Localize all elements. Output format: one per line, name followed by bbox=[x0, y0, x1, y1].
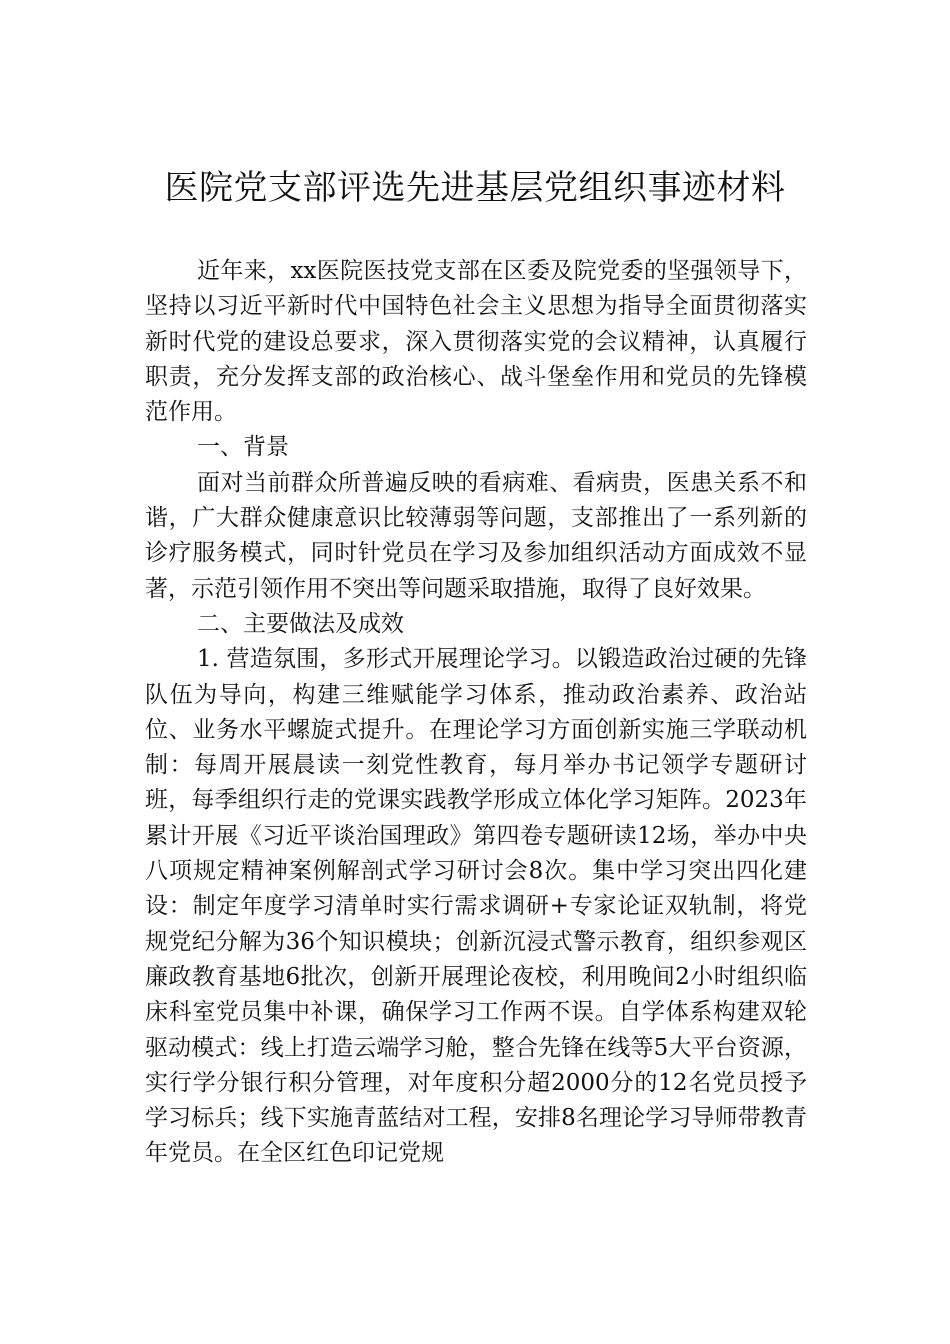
document-title: 医院党支部评选先进基层党组织事迹材料 bbox=[164, 168, 786, 208]
paragraph-intro: 近年来，xx医院医技党支部在区委及院党委的坚强领导下，坚持以习近平新时代中国特色社会主义思想为指导全面贯彻落实新时代党的建设总要求，深入贯彻落实党的会议精神，认真履行职责，充分发挥支部的政治核心、战斗堡垒作用和党员的先锋模范作用。 bbox=[145, 258, 807, 426]
section-heading-practices: 二、主要做法及成效 bbox=[197, 610, 404, 637]
section-heading-background: 一、背景 bbox=[197, 434, 289, 461]
paragraph-practices-1: 1. 营造氛围，多形式开展理论学习。以锻造政治过硬的先锋队伍为导向，构建三维赋能学习体系，推动政治素养、政治站位、业务水平螺旋式提升。在理论学习方面创新实施三学联动机制：每周开展晨读一刻党性教育，每月举办书记领学专题研讨班，每季组织行走的党课实践教学形成立体化学习矩阵。2023年累计开展《习近平谈治国理政》第四卷专题研读12场，举办中央八项规定精神案例解剖式学习研讨会8次。集中学习突出四化建设：制定年度学习清单时实行需求调研+专家论证双轨制，将党规党纪分解为36个知识模块；创新沉浸式警示教育，组织参观区廉政教育基地6批次，创新开展理论夜校，利用晚间2小时组织临床科室党员集中补课，确保学习工作两不误。自学体系构建双轮驱动模式：线上打造云端学习舱，整合先锋在线等5大平台资源，实行学分银行积分管理，对年度积分超2000分的12名党员授予学习标兵；线下实施青蓝结对工程，安排8名理论学习导师带教青年党员。在全区红色印记党规 bbox=[145, 646, 807, 1167]
document-body bbox=[145, 254, 807, 1172]
paragraph-background: 面对当前群众所普遍反映的看病难、看病贵，医患关系不和谐，广大群众健康意识比较薄弱等问题，支部推出了一系列新的诊疗服务模式，同时针党员在学习及参加组织活动方面成效不显著，示范引领作用不突出等问题采取措施，取得了良好效果。 bbox=[145, 469, 807, 602]
